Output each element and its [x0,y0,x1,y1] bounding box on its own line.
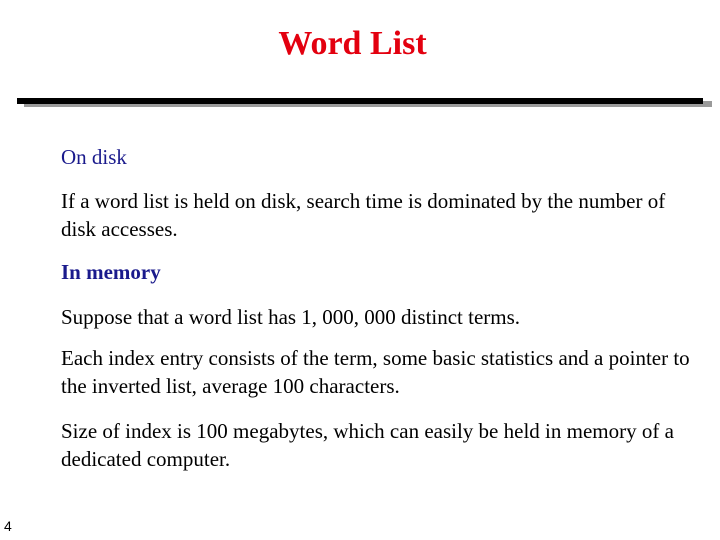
paragraph-disk-search-time: If a word list is held on disk, search time is dominated by the number of disk accesses. [61,189,666,241]
paragraph-index-size: Size of index is 100 megabytes, which can easily be held in memory of a dedicated computer. [61,419,674,471]
title-rule [17,98,703,104]
paragraph-index-entry: Each index entry consists of the term, some basic statistics and a pointer to the inverted list, average 100 characters. [61,346,690,398]
paragraph-distinct-terms: Suppose that a word list has 1, 000, 000 distinct terms. [61,305,521,329]
section-heading-on-disk: On disk [61,145,127,169]
page-number: 4 [4,518,12,534]
section-heading-in-memory: In memory [61,260,161,284]
slide-title: Word List [278,25,427,62]
